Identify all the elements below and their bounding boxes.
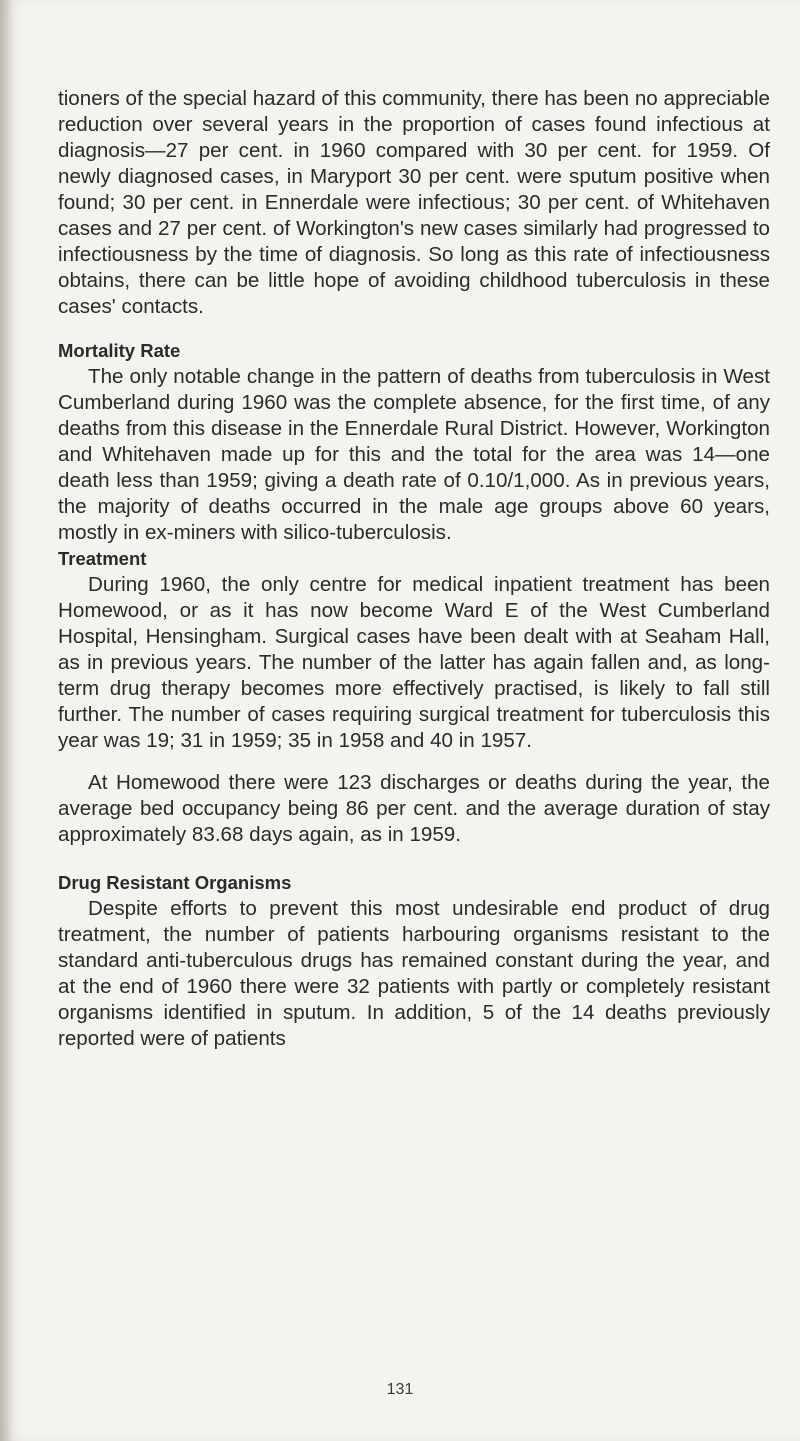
- paragraph-drug-resistant: Despite efforts to prevent this most undesirable end product of drug treatment, the number of patients harbouring organisms resistant to the standard anti-tuberculous drugs has remained constant during the year, and at the end of 1960 there were 32 patients with partly or completely resistant organisms identified in sputum. In addition, 5 of the 14 deaths previously reported were of patients: [58, 897, 770, 1050]
- page-number: 131: [386, 1381, 414, 1398]
- body-text: [58, 86, 770, 1052]
- heading-mortality-rate: Mortality Rate: [58, 340, 181, 361]
- paragraph-treatment-2: At Homewood there were 123 discharges or deaths during the year, the average bed occupancy being 86 per cent. and the average duration of stay approximately 83.68 days again, as in 1959.: [58, 771, 770, 846]
- heading-treatment: Treatment: [58, 548, 147, 569]
- paragraph-intro: tioners of the special hazard of this community, there has been no appreciable reduction over several years in the proportion of cases found infectious at diagnosis—27 per cent. in 1960 compared with 30 per cent. for 1959. Of newly diagnosed cases, in Maryport 30 per cent. were sputum positive when found; 30 per cent. in Ennerdale were infectious; 30 per cent. of Whitehaven cases and 27 per cent. of Workington's new cases similarly had progressed to infectiousness by the time of diagnosis. So long as this rate of infectiousness obtains, there can be little hope of avoiding childhood tuberculosis in these cases' contacts.: [58, 87, 770, 318]
- paragraph-treatment-1: During 1960, the only centre for medical inpatient treatment has been Homewood, or as it has now become Ward E of the West Cumberland Hospital, Hensingham. Surgical cases have been dealt with at Seaham Hall, as in previous years. The number of the latter has again fallen and, as long-term drug therapy becomes more effectively practised, is likely to fall still further. The number of cases requiring surgical treatment for tuberculosis this year was 19; 31 in 1959; 35 in 1958 and 40 in 1957.: [58, 573, 770, 752]
- binding-shadow: [0, 0, 14, 1441]
- paragraph-mortality: The only notable change in the pattern of deaths from tuberculosis in West Cumberland during 1960 was the complete absence, for the first time, of any deaths from this disease in the Ennerdale Rural District. However, Workington and Whitehaven made up for this and the total for the area was 14—one death less than 1959; giving a death rate of 0.10/1,000. As in previous years, the majority of deaths occurred in the male age groups above 60 years, mostly in ex-miners with silico-tuberculosis.: [58, 365, 770, 544]
- heading-drug-resistant-organisms: Drug Resistant Organisms: [58, 872, 292, 893]
